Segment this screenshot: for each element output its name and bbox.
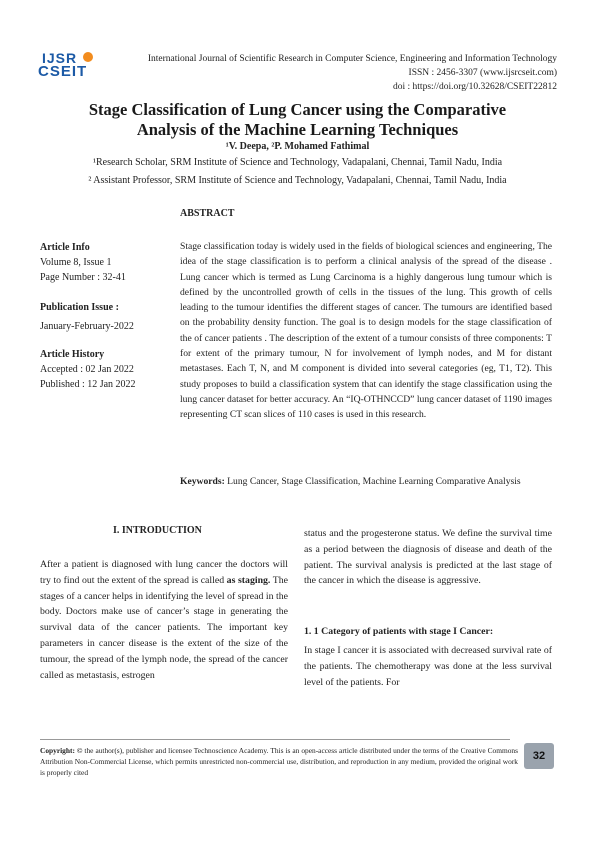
affiliation-1: ¹Research Scholar, SRM Institute of Science and Technology, Vadapalani, Chennai, Tamil Nadu, India <box>92 157 503 168</box>
footer-license <box>40 745 518 778</box>
doi-link[interactable]: doi : https://doi.org/10.32628/CSEIT22812 <box>393 82 557 92</box>
abstract-text: Stage classification today is widely used in the fields of biological sciences and engineering, The idea of the stage classification is to perform a clinical analysis of the spread of the disease . Lung cancer which is termed as Lung Carcinoma is a highly dangerous lung tumour which is defined by the uncontrolled growth of cells in the tissues of the lung. This growth of cells leading to the tumour identifies the different stages of cancer. The tumours are identified based on the probability density function. The goal is to design models for the stage classification of the of cancer patients . The description of the extent of a tumour consists of three components: T for extent of the primary tumour, N for involvement of lymph nodes, and M for distant metastases. Each T, N, and M component is divided into several categories (eg, T1, T2). This study proposes to build a classification system that can identify the stage classification using the lung cancer dataset for better accuracy. An “IQ-OTHNCCD” lung cancer dataset of 1190 images representing CT scan slices of 110 cases is used in this research. <box>180 241 553 421</box>
affiliation-2: ² Assistant Professor, SRM Institute of Science and Technology, Vadapalani, Chennai, Tamil Nadu, India <box>88 175 507 186</box>
right-paragraph: status and the progesterone status. We define the survival time as a period between the diagnosis of disease and death of the patient. The survival analysis is predicted at the last stage of the cancer in which the disease is aggressive. <box>304 528 552 587</box>
intro-paragraph <box>40 557 288 683</box>
article-info-heading: Article Info <box>40 242 90 253</box>
authors: ¹V. Deepa, ²P. Mohamed Fathimal <box>225 141 370 152</box>
logo-text-top: IJSR <box>42 50 78 66</box>
publication-issue: January-February-2022 <box>40 321 134 332</box>
keywords-text: Lung Cancer, Stage Classification, Machine Learning Comparative Analysis <box>224 476 521 487</box>
history-heading: Article History <box>40 349 105 360</box>
keywords-label: Keywords: <box>180 476 225 487</box>
publication-heading: Publication Issue : <box>40 302 119 313</box>
footer-license-text: the author(s), publisher and licensee Technoscience Academy. This is an open-access article distributed under the terms of the Creative Commons Attribution Non-Commercial License, which permits unrestricted non-commercial use, distribution, and reproduction in any medium, provided the original work is properly cited <box>40 746 518 777</box>
journal-logo <box>38 50 100 80</box>
intro-text-end: The stages of a cancer helps in identifying the level of spread in the body. Doctors make use of cancer’s stage in generating the survival data of the cancer patients. The important key parameters in cancer disease is the extent of the size of the tumour, the spread of the lymph node, the spread of the cancer called as metastasis, estrogen <box>40 574 289 681</box>
subsection-heading: 1. 1 Category of patients with stage I Cancer: <box>304 626 494 637</box>
logo-dot <box>83 52 93 62</box>
logo-text-bottom: CSEIT <box>38 63 88 80</box>
keywords <box>180 475 552 489</box>
page-number-badge: 32 <box>524 743 554 769</box>
subsection-text: In stage I cancer it is associated with decreased survival rate of the patients. The chemotherapy was done at the less survival level of the patients. For <box>304 645 552 688</box>
abstract-heading: ABSTRACT <box>180 208 235 219</box>
footer-divider <box>40 739 510 740</box>
intro-text-bold: as staging. <box>224 574 271 586</box>
journal-name: International Journal of Scientific Research in Computer Science, Engineering and Information Technology <box>147 54 557 64</box>
intro-text-start: After a patient is diagnosed with lung cancer the doctors will try to find out the extent of the spread is called <box>40 559 288 586</box>
paper-title-line2: Analysis of the Machine Learning Techniques <box>136 120 459 139</box>
accepted-date: Accepted : 02 Jan 2022 <box>40 364 134 375</box>
page-number: Page Number : 32-41 <box>40 272 126 283</box>
article-info <box>40 240 180 392</box>
published-date: Published : 12 Jan 2022 <box>40 379 136 390</box>
volume: Volume 8, Issue 1 <box>40 257 112 268</box>
copyright-label: Copyright: © <box>40 746 83 755</box>
journal-issn: ISSN : 2456-3307 (www.ijsrcseit.com) <box>408 68 557 78</box>
section-heading-introduction: I. INTRODUCTION <box>113 525 202 536</box>
paper-title-line1: Stage Classification of Lung Cancer using the Comparative <box>88 100 507 119</box>
